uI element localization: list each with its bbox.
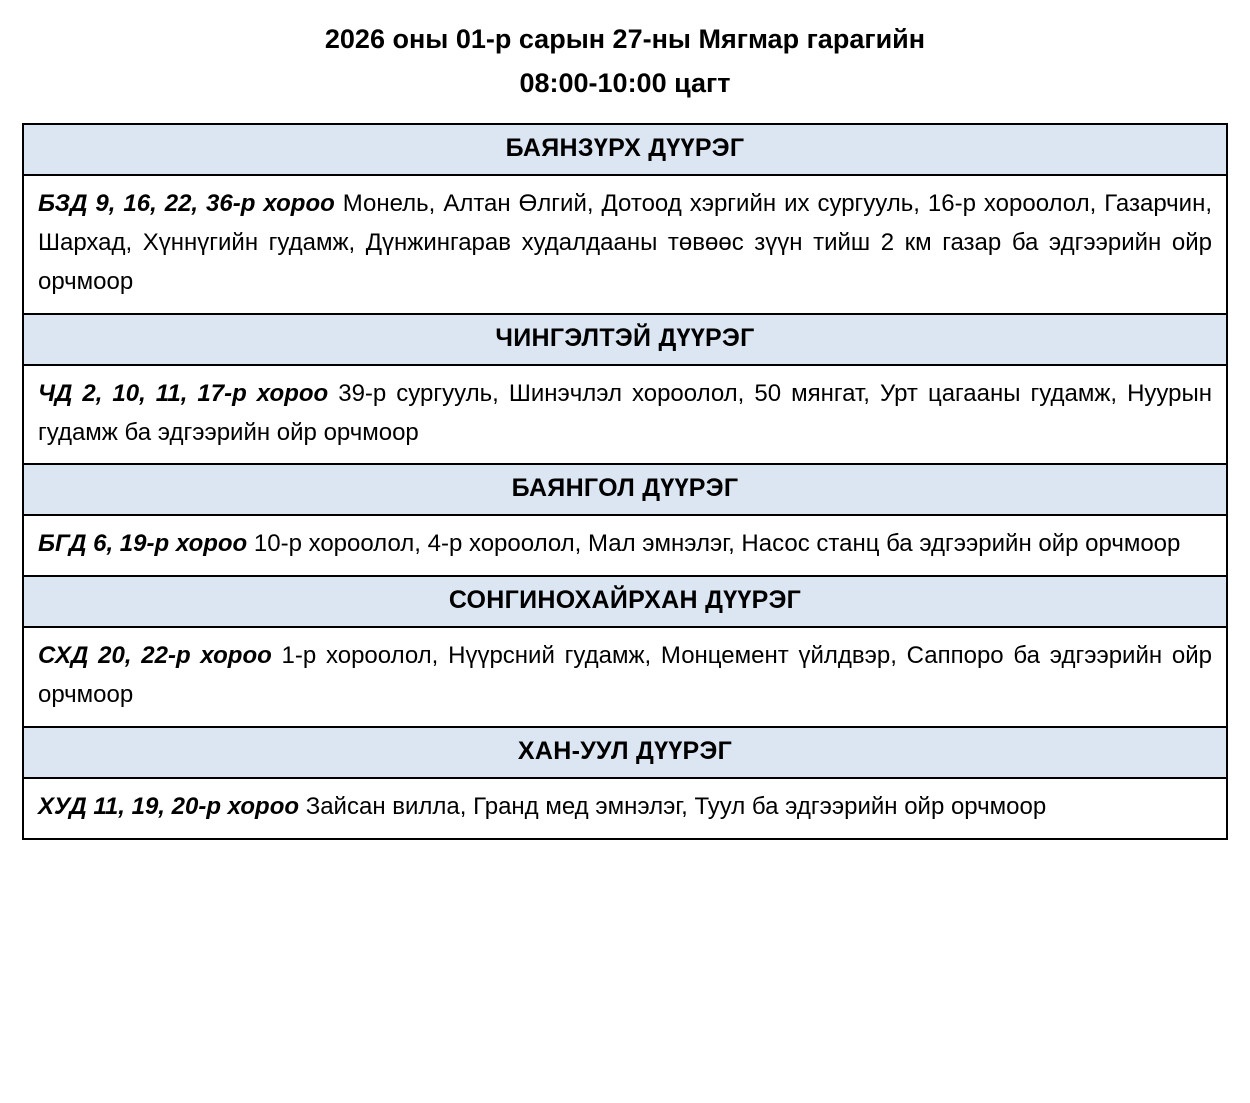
table-row	[24, 779, 1226, 838]
district-detail	[24, 516, 1226, 575]
table-row	[24, 465, 1226, 516]
district-header: БАЯНЗҮРХ ДҮҮРЭГ	[24, 125, 1226, 174]
khoroo-label: СХД 20, 22-р хороо	[38, 642, 272, 670]
places-list: 10-р хороолол, 4-р хороолол, Мал эмнэлэг, Насос станц ба эдгээрийн ойр орчмоор	[247, 530, 1181, 558]
table-row	[24, 315, 1226, 366]
district-detail	[24, 628, 1226, 726]
district-detail	[24, 366, 1226, 464]
places-list: Зайсан вилла, Гранд мед эмнэлэг, Туул ба эдгээрийн ойр орчмоор	[299, 793, 1047, 820]
page-title-line-2: 08:00-10:00 цагт	[519, 68, 731, 98]
table-row	[24, 577, 1226, 628]
table-row	[24, 516, 1226, 577]
khoroo-label: ХУД 11, 19, 20-р хороо	[38, 793, 300, 820]
table-row	[24, 628, 1226, 728]
page-title	[0, 0, 1250, 97]
district-header: ХАН-УУЛ ДҮҮРЭГ	[24, 728, 1226, 777]
khoroo-label: БЗД 9, 16, 22, 36-р хороо	[38, 190, 335, 217]
table-row	[24, 176, 1226, 315]
district-header: БАЯНГОЛ ДҮҮРЭГ	[24, 465, 1226, 514]
table-row	[24, 728, 1226, 779]
district-detail	[24, 176, 1226, 313]
table-row	[24, 125, 1226, 176]
district-detail	[24, 779, 1226, 838]
table-row	[24, 366, 1226, 466]
places-list: Монель, Алтан Өлгий, Дотоод хэргийн их сургууль, 16-р хороолол, Газарчин, Шархад, Хүннүгийн гудамж, Дүнжингарав худалдааны төвөөс зүүн тийш 2 км газар ба эдгээрийн ойр орчмоор	[38, 190, 1212, 295]
district-header: СОНГИНОХАЙРХАН ДҮҮРЭГ	[24, 577, 1226, 626]
places-list: 39-р сургууль, Шинэчлэл хороолол, 50 мянгат, Урт цагааны гудамж, Нуурын гудамж ба эдгээрийн ойр орчмоор	[38, 379, 1212, 446]
page-title-line-1: 2026 оны 01-р сарын 27-ны Мягмар гарагийн	[324, 24, 926, 54]
district-header: ЧИНГЭЛТЭЙ ДҮҮРЭГ	[24, 315, 1226, 364]
places-list: 1-р хороолол, Нүүрсний гудамж, Монцемент үйлдвэр, Саппоро ба эдгээрийн ойр орчмоор	[38, 642, 1212, 709]
outage-schedule-table	[22, 123, 1228, 840]
khoroo-label: ЧД 2, 10, 11, 17-р хороо	[38, 379, 329, 407]
khoroo-label: БГД 6, 19-р хороо	[38, 530, 248, 558]
